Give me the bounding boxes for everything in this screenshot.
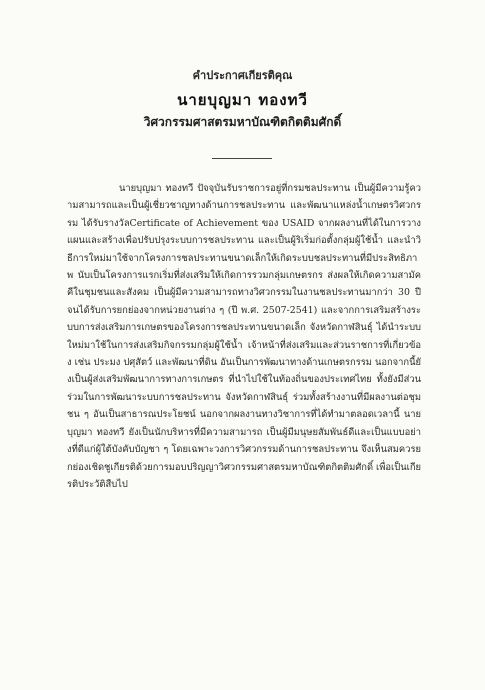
honoree-degree: วิศวกรรมศาสตรมหาบัณฑิตกิตติมศักดิ์ — [143, 115, 342, 129]
honoree-name: นายบุญมา ทองทวี — [177, 91, 308, 109]
separator-line — [212, 158, 272, 159]
document-caption: คำประกาศเกียรติคุณ — [192, 69, 293, 82]
document-header — [0, 68, 485, 130]
citation-body: นายบุญมา ทองทวี ปัจจุบันรับราชการอยู่ที่กรมชลประทาน เป็นผู้มีความรู้ความสามารถและเป็นผู้เชี่ยวชาญทางด้านการชลประทาน และพัฒนาแหล่งน้ำเกษตรวิศวกรรม ได้รับรางวัลCertificate of Achievement ของ USAID จากผลงานที่ได้ในการวางแผนและสร้างเพื่อปรับปรุงระบบการชลประทาน และเป็นผู้ริเริ่มก่อตั้งกลุ่มผู้ใช้น้ำ และนำวิธีการใหม่มาใช้จากโครงการชลประทานขนาดเล็กให้เกิดระบบชลประทานที่มีประสิทธิภาพ นับเป็นโครงการแรกเริ่มที่ส่งเสริมให้เกิดการรวมกลุ่มเกษตรกร ส่งผลให้เกิดความสามัคคีในชุมชนและสังคม เป็นผู้มีความสามารถทางวิศวกรรมในงานชลประทานมากว่า 30 ปี จนได้รับการยกย่องจากหน่วยงานต่าง ๆ (ปี พ.ศ. 2507-2541) และจากการเสริมสร้างระบบการส่งเสริมการเกษตรของโครงการชลประทานขนาดเล็ก จังหวัดกาฬสินธุ์ ได้นำระบบใหม่มาใช้ในการส่งเสริมกิจกรรมกลุ่มผู้ใช้น้ำ เจ้าหน้าที่ส่งเสริมและส่วนราชการที่เกี่ยวข้อง เช่น ประมง ปศุสัตว์ และพัฒนาที่ดิน อันเป็นการพัฒนาทางด้านเกษตรกรรม นอกจากนี้ยังเป็นผู้ส่งเสริมพัฒนาการทางการเกษตร ที่นำไปใช้ในท้องถิ่นของประเทศไทย ทั้งยังมีส่วนร่วมในการพัฒนาระบบการชลประทาน จังหวัดกาฬสินธุ์ ร่วมทั้งสร้างงานที่มีผลงานต่อชุมชน ๆ อันเป็นสาธารณประโยชน์ นอกจากผลงานทางวิชาการที่ได้ทำมาตลอดเวลานี้ นายบุญมา ทองทวี ยังเป็นนักบริหารที่มีความสามารถ เป็นผู้มีมนุษยสัมพันธ์ดีและเป็นแบบอย่างที่ดีแก่ผู้ใต้บังคับบัญชา ๆ โดยเฉพาะวงการวิศวกรรมด้านการชลประทาน จึงเห็นสมควรยกย่องเชิดชูเกียรติด้วยการมอบปริญญาวิศวกรรมศาสตรมหาบัณฑิตกิตติมศักดิ์ เพื่อเป็นเกียรติประวัติสืบไป — [67, 183, 421, 490]
